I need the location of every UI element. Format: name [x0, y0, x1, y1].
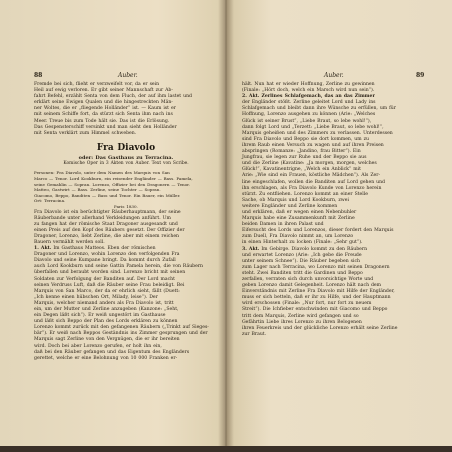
text-line: 2. Akt. Zerlines Schlafgemach, das an das Zimmer [242, 94, 375, 100]
text-line: Diavolo und seine Kumpane bringt. Da kommt durch Zufall [34, 258, 176, 264]
text-line: Marquis geheißen und des Zimmers zu verlassen. Unterdessen [242, 130, 393, 136]
text-line: muss er sich betteln, daß er ihr zu Hilfe, und der Hauptmann [242, 295, 391, 301]
text-line: (Finale: „Hört doch, welch ein Marsch wird nun sein“). [242, 88, 375, 94]
act-1-label: 1. Akt. [34, 246, 52, 252]
text-line: und erwartet Lorenzo (Arie: „Ich gebe die Freude [242, 252, 362, 258]
text-line: Glück!“, Kavatinentrigne, „Welch ein Anblick“ mit [242, 167, 361, 173]
cast-line: Marco — Tenor. Lord Kookburn, ein reisender Engländer — Bass. Pamela, [34, 175, 193, 181]
text-line: zerfallen, verraten sich durch unvorsichtige Worte und [242, 277, 374, 282]
intro-paragraph [34, 82, 218, 137]
text-line: überfallen und beraubt worden sind. Lorenzo bricht mit seinen [34, 270, 186, 276]
text-line: ner Woltes, die er „fliegende Holländer“ ist. — Kaum ist er [34, 106, 176, 112]
text-line: Arie: „Wie sind ein Frauen, köstliche Mädchen“). Als Zer- [242, 173, 381, 179]
right-page-number: 89 [416, 72, 425, 79]
opera-info: Komische Oper in 3 Akten von Auber. Text von Scribe. [63, 161, 189, 167]
act-2 [242, 82, 428, 247]
cast-line: Paris 1830. [114, 203, 138, 209]
text-line: zur Braut. [242, 331, 267, 337]
left-page-text [34, 82, 218, 362]
act-3 [242, 247, 428, 338]
text-line: Lorenzo kommt zurück mit den gefangenen Räubern („Trinkt auf Sieges- [34, 325, 209, 331]
page-bottom-edge [0, 446, 452, 452]
text-line: ein, um der Mutter und Zerline anzugeben (Kanzone: „Seht, [34, 307, 179, 312]
cast-line: Ort: Terracina. [34, 198, 66, 204]
text-line: Soldaten zur Verfolgung der Banditen auf. Der Lord macht [34, 276, 175, 282]
text-line: wird erschossen (Finale: „Nur fort, nur fort zu neuem [242, 301, 372, 307]
text-line: Hoffnung, Lorenzo ausgehen zu können (Arie: „Welches [242, 112, 376, 118]
synopsis-intro [34, 210, 218, 247]
text-line: Im Gasthaus Matteos. Eben der römischen [53, 246, 156, 252]
text-line: „Ich kenne einen hübschen Ort, Milady, leise“). Der [34, 294, 158, 300]
right-page [226, 0, 452, 452]
left-page-number: 88 [34, 72, 43, 79]
text-line: ihren Feuerkreis und der glückliche Lorenzo erhält seine Zerline [242, 325, 398, 331]
text-line: weitere Engländer und Zerline kommen [242, 203, 338, 209]
text-line: und die Zerline (Kavatine: „Ja morgen, morgen, welches [242, 161, 377, 167]
text-line: Jungfrau, sie legen zur Ruhe und der Beppo sie aus [242, 155, 367, 161]
text-line: Fremde bei sich, flieht er verzweifelt vor, da er sein [34, 82, 160, 87]
text-line: abspringen (Romanze: „Jandino, frau Bitter“). Ein [242, 149, 361, 155]
text-line: und läßt sich Beppo der Plan des Lords erklären zu können [34, 319, 178, 325]
text-line: der Engländer stößt. Zerline geleitet Lord und Lady ins [242, 100, 376, 106]
cast-line: Giacomo, Beppo, Banditen — Bass und Tenor. Ein Bauer, ein Müller. [34, 192, 181, 198]
text-line: Sache, ob Marquis und Lord Kookburn, zwei [242, 197, 349, 203]
right-running-title: Auber. [324, 72, 344, 79]
text-line: steht. Zwei Banditen tritt die Gardinen und Beppo [242, 270, 363, 276]
left-running-title: Auber. [118, 72, 138, 79]
text-line: Dragoner und Lorenzo, wohin Lorenzo den verfolgenden Fra [34, 252, 180, 258]
text-line: dann folgt Lord und „Terzett: „Liebe Braut, so lebe wohl!“, [242, 124, 384, 130]
text-line: zum Duell, Fra Diavolo nimmt an, um Lorenzo [242, 234, 354, 240]
text-line: bär“). Er weiß nach Beppos Geständnis ins Zimmer gesprungen und der [34, 331, 208, 337]
cast-list [34, 170, 218, 209]
text-line: Das Gespensterschiff versinkt und man sieht den Holländer [34, 124, 177, 130]
text-line: und erklären, daß er wegen einen Nebenbuhler [242, 209, 357, 215]
opera-subtitle: oder: Das Gasthaus zu Terracina. [78, 154, 174, 161]
text-line: mit Senta verklärt zum Himmel schweben. [34, 130, 137, 136]
text-line: erklärt seine Ewigen Qualen und die hingestreckten Män- [34, 100, 173, 106]
text-line: Marquis habe eine Zusammenkunft mit Zerline [242, 216, 355, 222]
text-line: ihn erschlagen, als Fra Diavolo Kunde von Lorenzo herein [242, 185, 382, 191]
text-line: Schlafgemach und bleibt dann ihre Wünsche zu erfüllen, um für [242, 106, 396, 112]
text-line: zum Lager nach Terracina, wo Lorenzo mit seinen Dragonern [242, 264, 390, 270]
text-line: Marquis sagt Zerline von den Vergnügen, die er ihr bereiten [34, 337, 180, 343]
act-1 [34, 246, 218, 362]
text-line: fahrt Befehl, erzählt Senta von dem Fluch, der auf ihm lastet und [34, 94, 192, 100]
text-line: Heil auf ewig verloren. Er gibt seiner Mannschaft zur Ab- [34, 88, 173, 94]
text-line: ein Degen läßt sich“). Er weiß ungestört im Gasthause [34, 313, 166, 319]
text-line: daß bei den Räuber gefangen und das Eigentum des Engländers [34, 349, 190, 355]
text-line: hält. Nun hat er wieder Hoffnung, Zerline zu gewinnen [242, 82, 375, 87]
text-line: unter seinem Schnee“). Die Räuber begeben sich [242, 258, 360, 264]
text-line: einen Preis auf den Kopf des Räubers gesetzt. Der Offizier der [34, 227, 185, 233]
text-line: Eifersucht des Lords und Lorenzos, dieser fordert den Marquis [242, 228, 394, 234]
opera-title: Fra Diavolo [96, 142, 156, 153]
text-line: Einverständnis mit Zerline Fra Diavolo mit Hilfe der Engländer, [242, 289, 395, 295]
text-line: sind Fra Diavolo und Beppo sie dort kommen, um zu [242, 136, 369, 142]
text-line: Bauern vermählt werden soll. [34, 239, 105, 245]
text-line: geben Lorenzo damit Gelegenheit. Lorenzo hält nach dem [242, 283, 382, 289]
text-line: Dragoner, Lorenzo, liebt Zerline, die aber mit einem reichen [34, 233, 180, 239]
text-line: beiden Damen in ihren Palast und [242, 222, 324, 228]
text-line: mit seinem Schiffe fort, da stürzt sich Senta ihm nach ins [34, 112, 173, 118]
act-3-label: 3. Akt. [242, 246, 260, 252]
text-line: Marquis von San Marco, der da er ehrlich sieht, fällt (Duett: [34, 288, 180, 294]
text-line: line eingeschlafen, wollen die Banditen auf Lord gehen und [242, 179, 385, 185]
text-line: ihrem Raub einen Versuch zu wagen und auf ihren Preisen [242, 142, 384, 148]
text-line: in einen Hinterhalt zu locken (Finale: „Sehr gut“). [242, 240, 363, 246]
text-line: seinen Verdruss Luft, daß die Räuber seine Frau beleidigt. Bei [34, 282, 185, 288]
text-line: auch Lord Kookburn und seine Gattin Pamela herein, die von Räubern [34, 264, 203, 270]
text-line: Räuberbande unter allerhand Verkleidungen anführt. Um [34, 215, 171, 221]
text-line: Streit“). Die Ichfieber entschwinden mit Giacomo und Beppo [242, 307, 388, 313]
text-line: Meer. Treue bis zum Tode hält sie. Das ist die Erlösung. [34, 118, 170, 124]
text-line: Fra Diavolo ist ein berüchtigter Räuberhauptmann, der seine [34, 209, 181, 215]
text-line: zu fangen hat der römische Staat Dragoner ausgesandt und [34, 221, 178, 227]
text-line: Gefährtin Liebe ihres Lorenzo zu ihren Belogenen [242, 319, 362, 325]
text-line: Marquis, welcher niemand anders als Fra Diavolo ist, tritt [34, 300, 174, 306]
right-page-text [242, 82, 428, 338]
cast-line: seine Gemahlin — Sopran. Lorenzo, Offizier bei den Dragonern — Tenor. [34, 181, 190, 187]
cast-line: Personen: Fra Diavolo, unter dem Namen des Marquis von San [34, 170, 170, 176]
cast-line: Matteo, Gastwirt — Bass. Zerline, seine Tochter — Sopran. [34, 187, 161, 193]
text-line: Im Gebirge. Diavolo kommt zu den Räubern [261, 246, 368, 252]
text-line: wird. Doch bei aber Lorenzo gerufen, er holt ihn ein, [34, 343, 162, 349]
text-line: tritt dem Marquis, Zerline wird gefangen und so [242, 313, 359, 319]
text-line: gerettet, welche er eine Belohnung von 10 000 Franken er- [34, 355, 178, 361]
text-line: stürzt. Zu entfliehen. Lorenzo kommt an einer Stelle [242, 191, 368, 197]
book-gutter [218, 0, 234, 452]
text-line: Glück ist seiner Brust“, „Liebe Braut, so lebe wohl!“), [242, 118, 372, 124]
